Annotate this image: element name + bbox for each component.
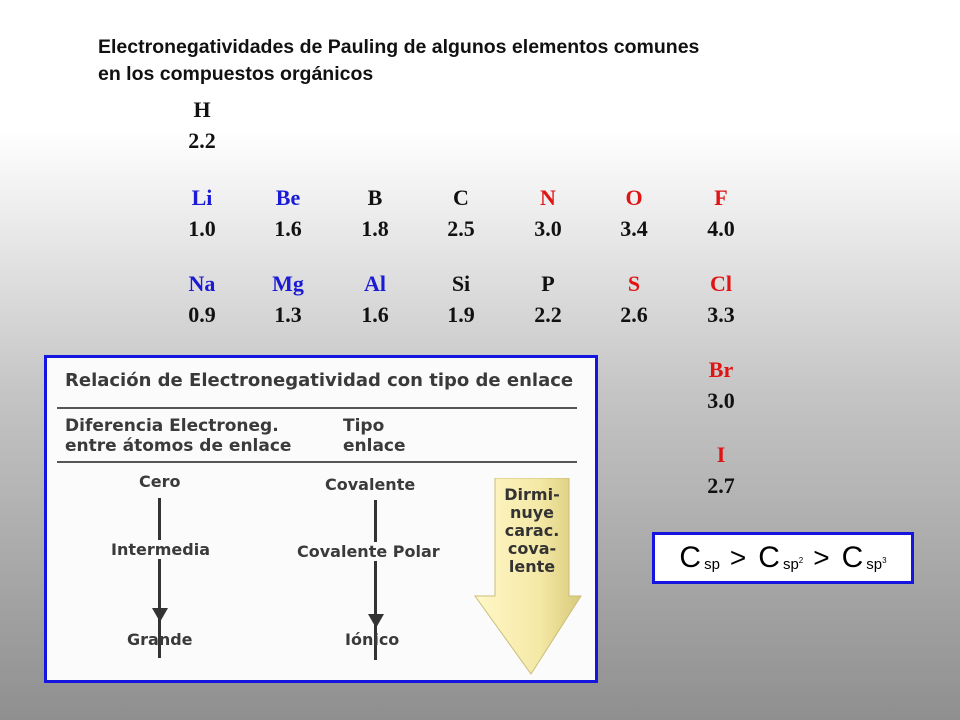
bond-label-ionic: Iónico (345, 630, 400, 649)
element-h (162, 94, 242, 156)
element-mg (248, 268, 328, 330)
bond-label-polar-covalent: Covalente Polar (297, 542, 440, 561)
header-line: Tipo (343, 416, 385, 436)
element-value: 2.2 (534, 302, 562, 327)
element-value: 4.0 (707, 216, 735, 241)
element-o (594, 182, 674, 244)
element-value: 1.6 (361, 302, 389, 327)
title-line-2: en los compuestos orgánicos (98, 63, 374, 85)
divider (57, 461, 577, 463)
element-value: 2.2 (188, 128, 216, 153)
slide-title (98, 34, 898, 88)
difference-label-large: Grande (127, 630, 193, 649)
element-symbol: Br (708, 357, 734, 382)
sub-text: sp (782, 555, 799, 573)
element-b (335, 182, 415, 244)
arrow-caption-line: nuye (509, 503, 555, 522)
superscript: 3 (882, 555, 887, 565)
carbon-symbol: C (841, 541, 864, 574)
header-line: enlace (343, 436, 406, 456)
carbon-symbol: C (679, 541, 702, 574)
element-p (508, 268, 588, 330)
element-value: 0.9 (188, 302, 216, 327)
element-symbol: O (625, 185, 643, 210)
element-f (681, 182, 761, 244)
element-value: 2.6 (620, 302, 648, 327)
difference-label-intermediate: Intermedia (111, 540, 210, 559)
element-symbol: Al (364, 271, 386, 296)
element-symbol: F (714, 185, 728, 210)
element-symbol: Cl (710, 271, 732, 296)
sub-text: sp (866, 555, 883, 573)
arrow-caption-line: cova- (507, 539, 557, 558)
element-value: 1.3 (274, 302, 302, 327)
element-br (681, 354, 761, 416)
element-symbol: Na (188, 271, 216, 296)
element-symbol: H (193, 97, 211, 122)
arrow-caption (495, 486, 569, 576)
element-symbol: Li (191, 185, 213, 210)
bond-type-panel (44, 355, 598, 683)
greater-than: > (813, 542, 830, 573)
element-value: 3.0 (707, 388, 735, 413)
element-symbol: N (540, 185, 556, 210)
panel-title: Relación de Electronegatividad con tipo de enlace (65, 370, 574, 391)
element-value: 1.9 (447, 302, 475, 327)
divider (57, 407, 577, 409)
column-header-bond-type (343, 416, 406, 456)
element-symbol: P (541, 271, 555, 296)
element-na (162, 268, 242, 330)
element-i (681, 439, 761, 501)
arrow-caption-line: Dirmi- (504, 485, 560, 504)
element-value: 3.3 (707, 302, 735, 327)
element-value: 2.7 (707, 473, 735, 498)
superscript: 2 (798, 555, 804, 565)
greater-than: > (729, 542, 747, 573)
element-c (421, 182, 501, 244)
column-header-difference (65, 416, 291, 456)
element-symbol: B (367, 185, 383, 210)
arrow-caption-line: carac. (504, 521, 560, 540)
element-si (421, 268, 501, 330)
element-value: 1.6 (274, 216, 302, 241)
element-cl (681, 268, 761, 330)
header-line: entre átomos de enlace (65, 436, 292, 456)
element-n (508, 182, 588, 244)
hybrid-sp3 (866, 556, 886, 573)
element-value: 3.4 (620, 216, 648, 241)
element-value: 1.0 (188, 216, 216, 241)
hybridization-order-box (652, 532, 914, 584)
difference-label-zero: Cero (139, 472, 181, 491)
element-value: 3.0 (534, 216, 562, 241)
element-symbol: Si (451, 271, 471, 296)
carbon-symbol: C (758, 541, 780, 574)
header-line: Diferencia Electroneg. (65, 416, 279, 436)
title-line-1: Electronegatividades de Pauling de algunos elementos comunes (98, 36, 700, 58)
hybrid-sp: sp (704, 555, 720, 573)
element-symbol: C (453, 185, 469, 210)
element-al (335, 268, 415, 330)
element-li (162, 182, 242, 244)
hybrid-sp2 (783, 556, 803, 573)
element-value: 1.8 (361, 216, 389, 241)
element-symbol: S (627, 271, 641, 296)
bond-label-covalent: Covalente (325, 475, 416, 494)
element-symbol: Be (275, 185, 301, 210)
element-s (594, 268, 674, 330)
element-be (248, 182, 328, 244)
arrow-caption-line: lente (508, 557, 556, 576)
element-value: 2.5 (447, 216, 475, 241)
element-symbol: Mg (272, 271, 304, 296)
element-symbol: I (716, 442, 726, 467)
